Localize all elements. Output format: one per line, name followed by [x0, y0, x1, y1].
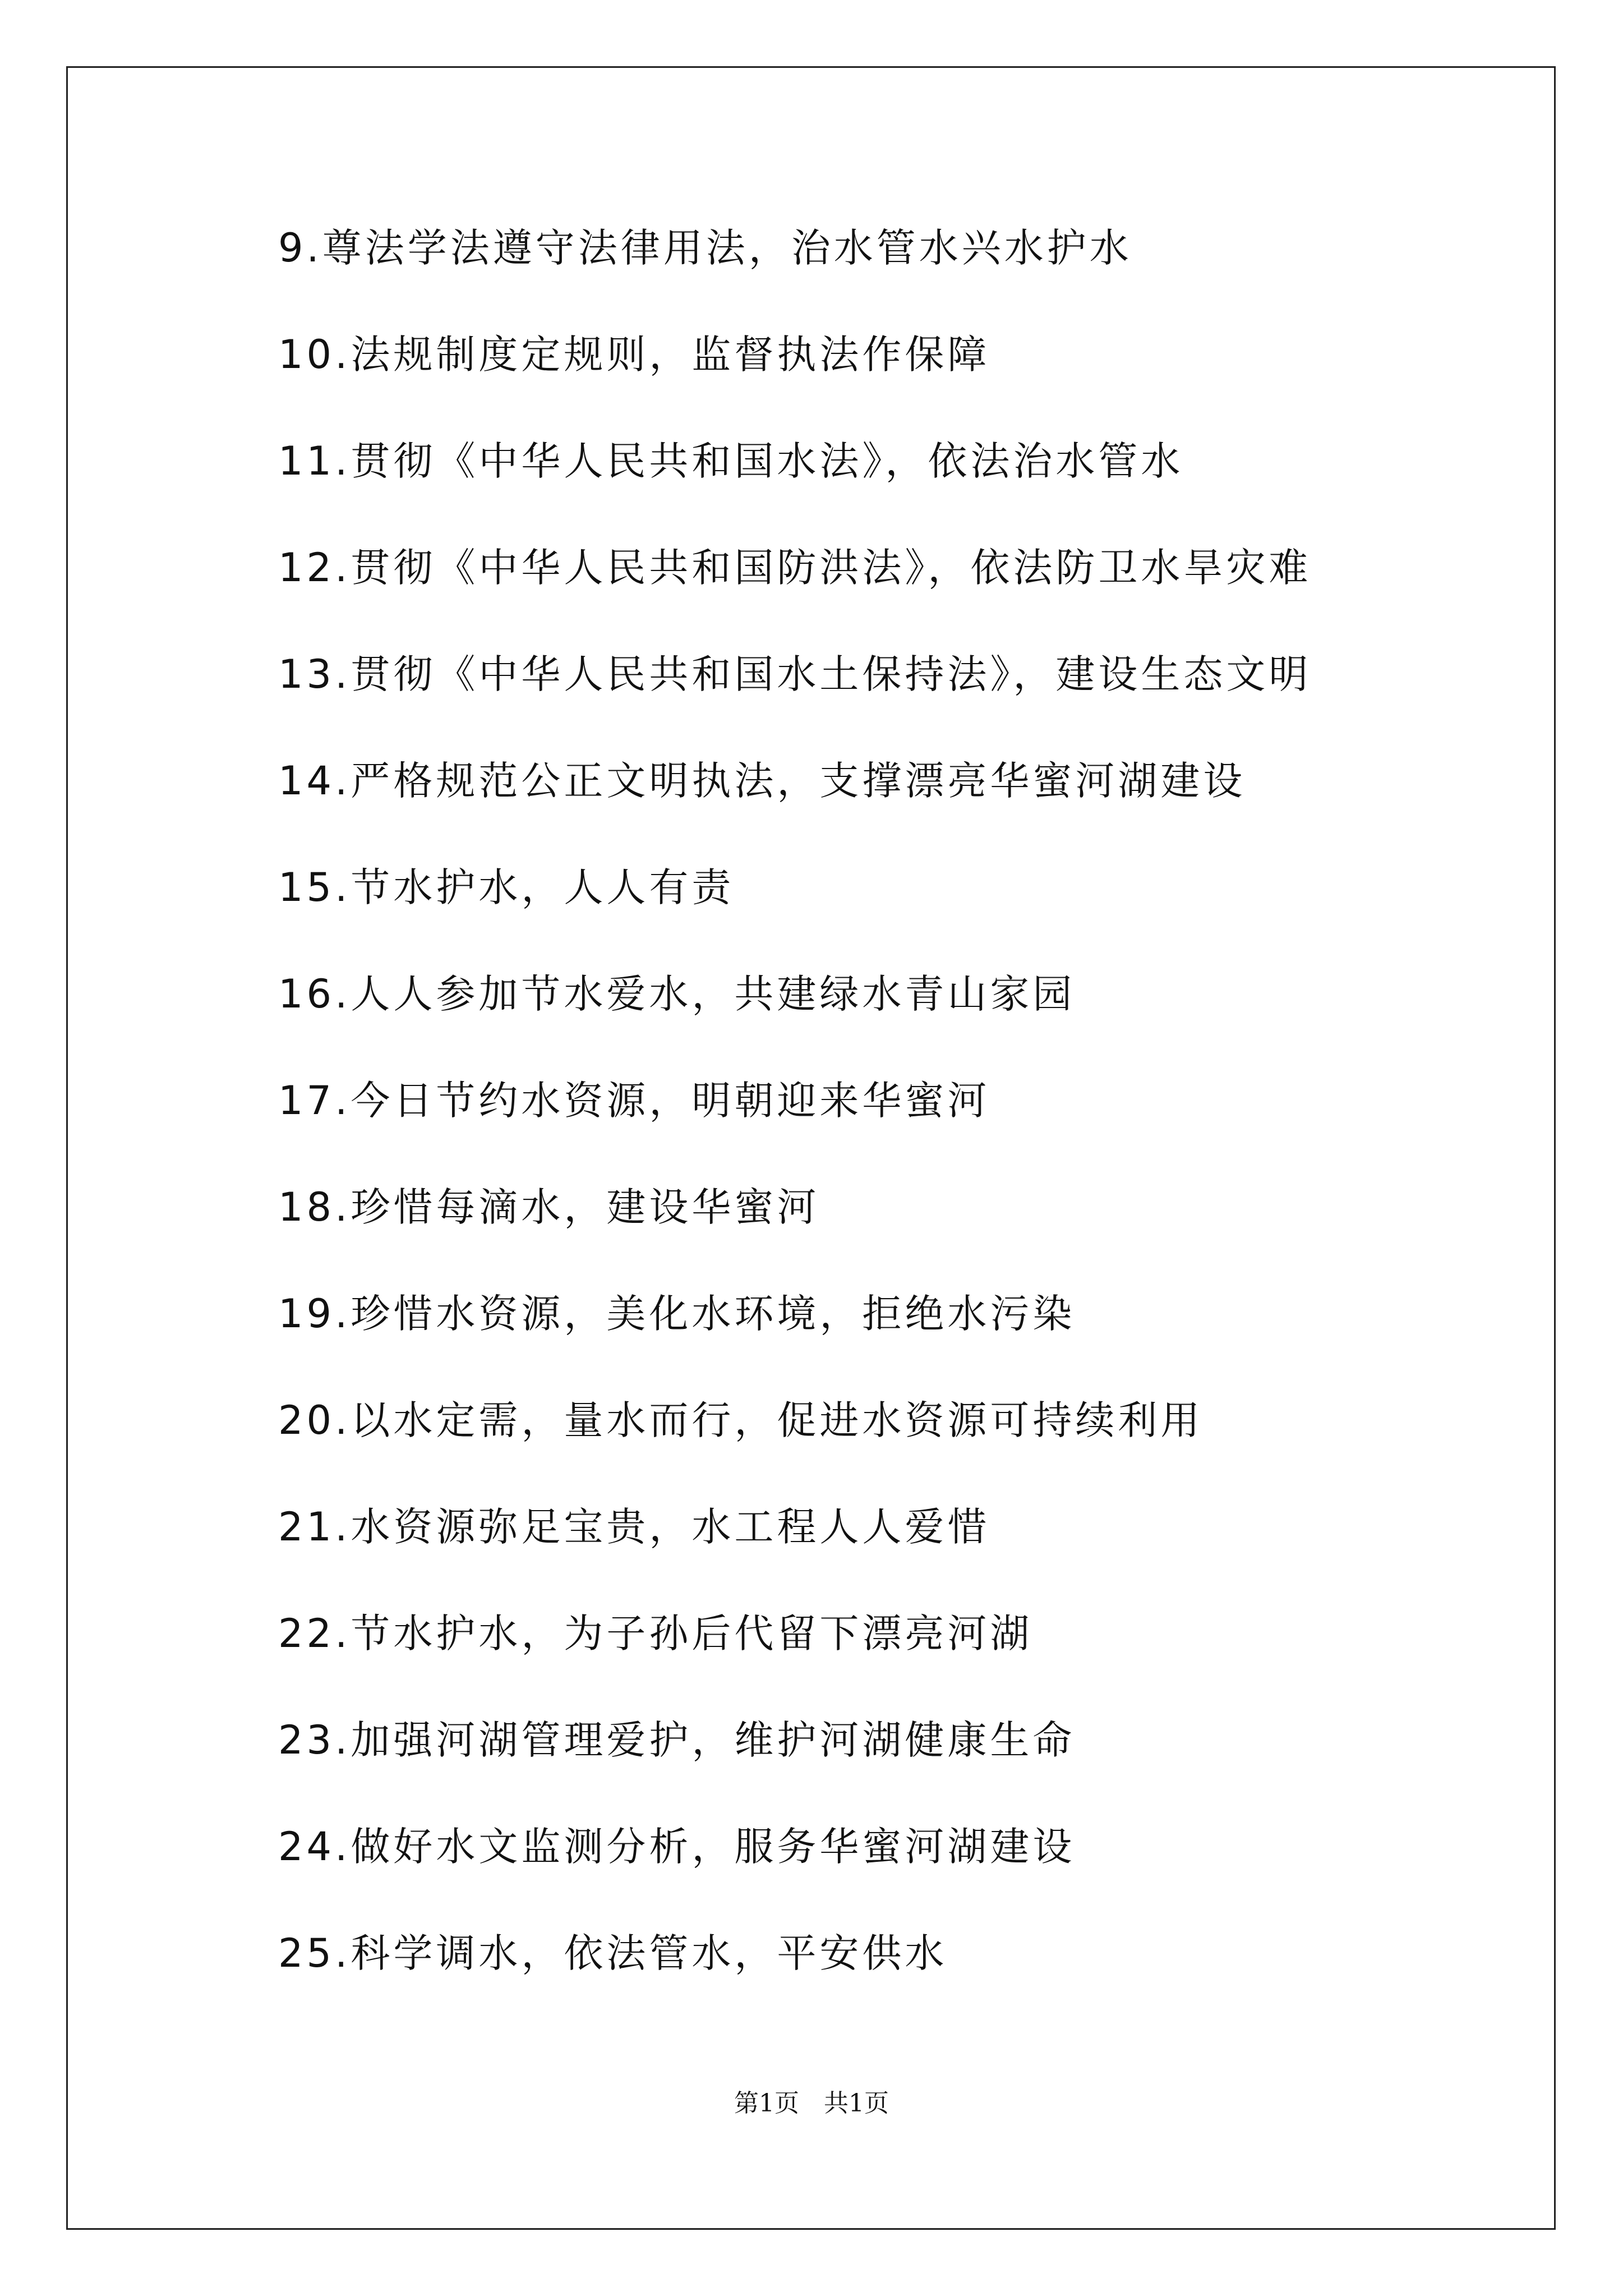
- slogan-item: 25.科学调水，依法管水，平安供水: [278, 1930, 948, 1976]
- slogan-item: 11.贯彻《中华人民共和国水法》，依法治水管水: [278, 438, 1184, 484]
- slogan-item: 12.贯彻《中华人民共和国防洪法》，依法防卫水旱灾难: [278, 545, 1312, 591]
- slogan-item: 10.法规制度定规则，监督执法作保障: [278, 332, 990, 378]
- slogan-item: 19.珍惜水资源，美化水环境，拒绝水污染: [278, 1291, 1076, 1337]
- slogan-item: 24.做好水文监测分析，服务华蜜河湖建设: [278, 1824, 1076, 1870]
- slogan-item: 15.节水护水，人人有责: [278, 864, 735, 910]
- page-number-footer: 第1页 共1页: [734, 2089, 889, 2118]
- slogan-item: 22.节水护水，为子孙后代留下漂亮河湖: [278, 1611, 1033, 1657]
- slogan-item: 14.严格规范公正文明执法，支撑漂亮华蜜河湖建设: [278, 758, 1246, 804]
- slogan-item: 18.珍惜每滴水，建设华蜜河: [278, 1184, 820, 1230]
- slogan-item: 16.人人参加节水爱水，共建绿水青山家园: [278, 971, 1076, 1017]
- slogan-item: 9.尊法学法遵守法律用法，治水管水兴水护水: [278, 225, 1132, 271]
- slogan-item: 23.加强河湖管理爱护，维护河湖健康生命: [278, 1717, 1076, 1763]
- slogan-item: 20.以水定需，量水而行，促进水资源可持续利用: [278, 1397, 1204, 1443]
- slogan-item: 13.贯彻《中华人民共和国水土保持法》，建设生态文明: [278, 651, 1312, 697]
- slogan-list: [278, 220, 1311, 2032]
- slogan-item: 17.今日节约水资源，明朝迎来华蜜河: [278, 1078, 990, 1124]
- slogan-item: 21.水资源弥足宝贵，水工程人人爱惜: [278, 1504, 990, 1550]
